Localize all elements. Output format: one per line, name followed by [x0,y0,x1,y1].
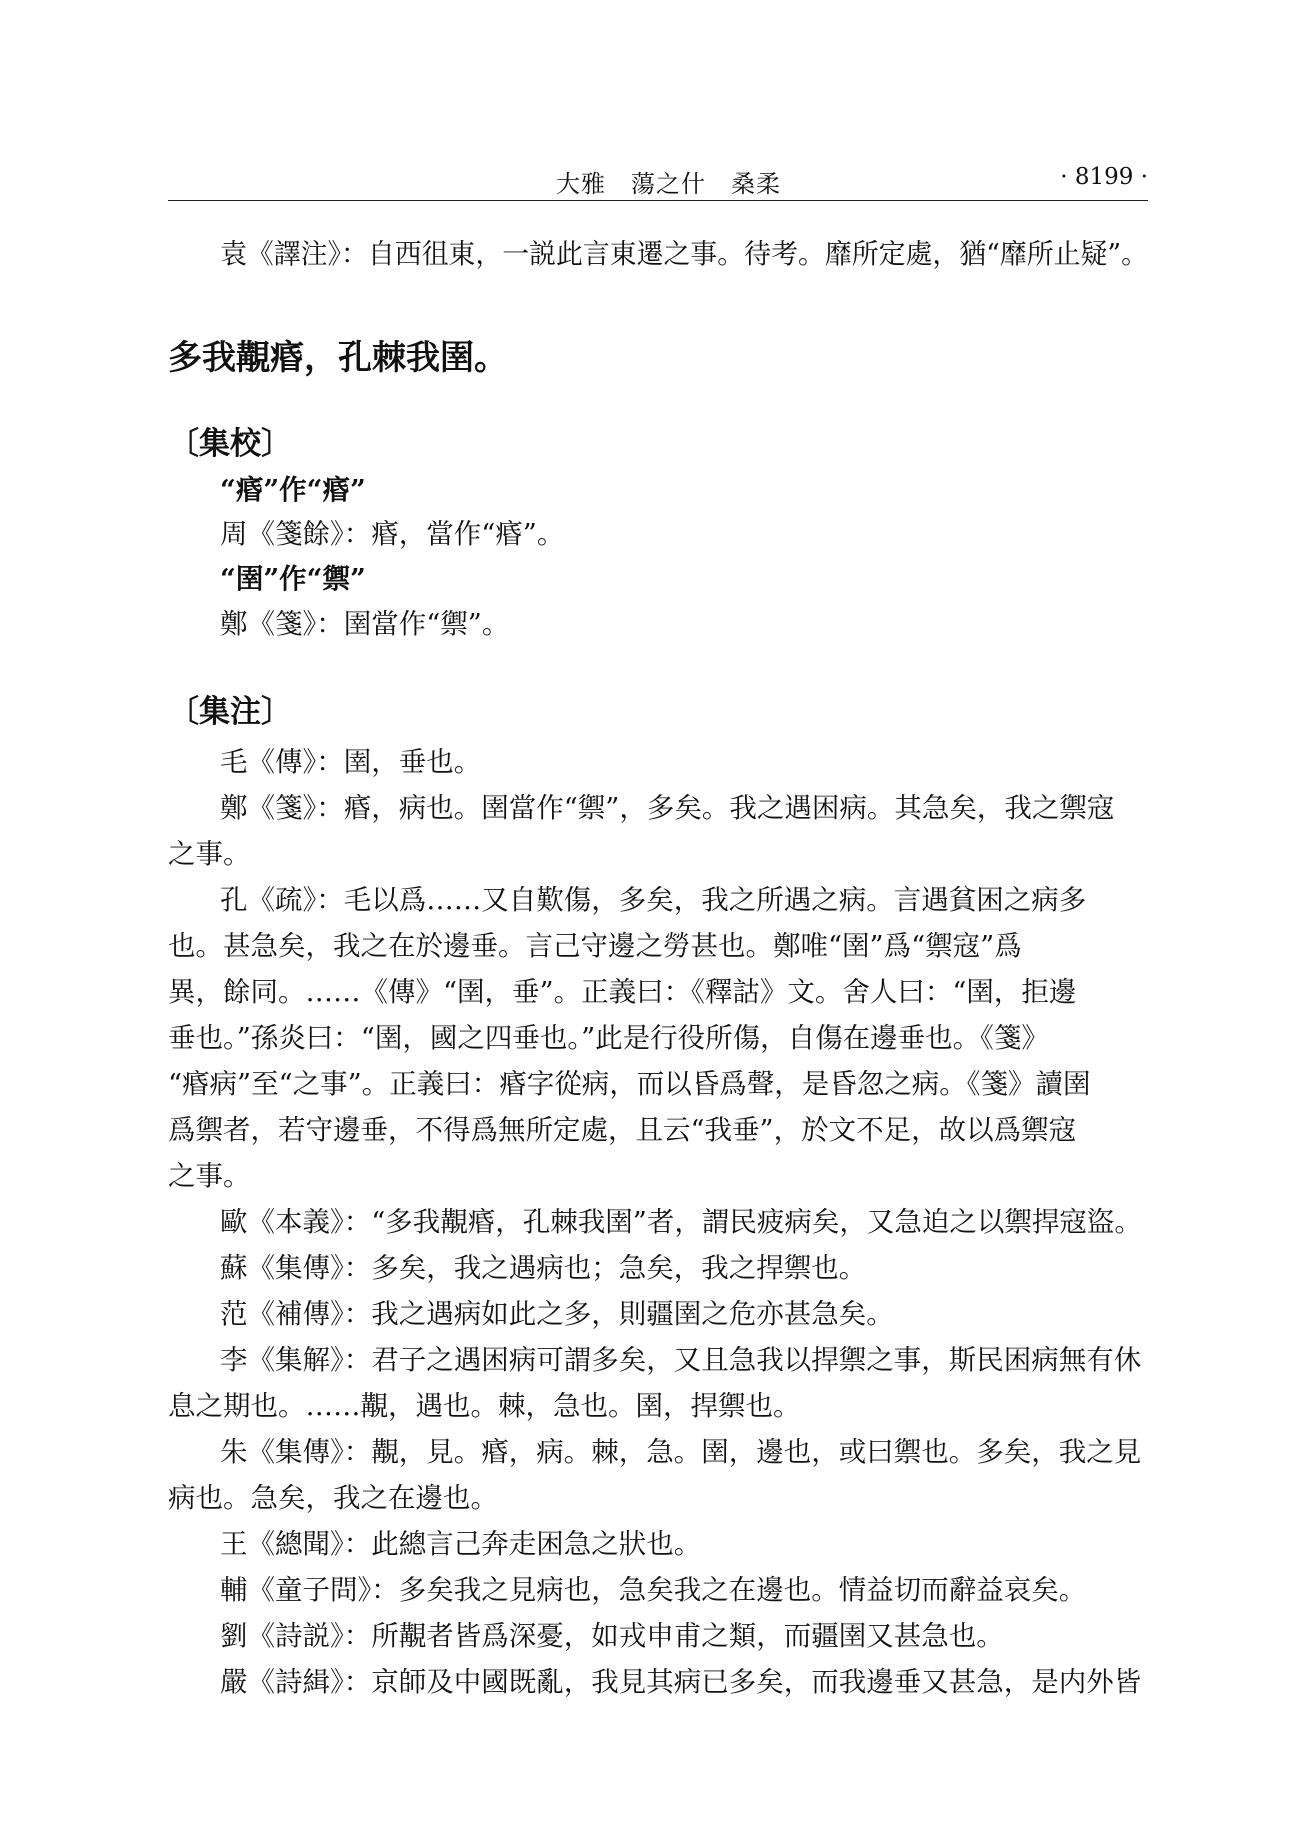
collation-subheading: “痻”作“痻” [220,474,366,506]
verse-line: 多我覯痻，孔棘我圉。 [168,338,508,378]
collation-subheading: “圉”作“禦” [220,563,366,595]
commentary-line: 輔《童子問》：多矣我之見病也，急矣我之在邊也。情益切而辭益哀矣。 [220,1574,1087,1606]
commentary-line: 之事。 [168,838,251,870]
commentary-line: 蘇《集傳》：多矣，我之遇病也；急矣，我之捍禦也。 [220,1252,867,1284]
header-rule [168,200,1148,201]
page-number: · 8199 · [1060,164,1148,190]
commentary-line: 之事。 [168,1160,251,1192]
commentary-line: 王《總聞》：此總言己奔走困急之狀也。 [220,1528,702,1560]
commentary-line: 也。甚急矣，我之在於邊垂。言己守邊之勞甚也。鄭唯“圉”爲“禦寇”爲 [168,930,1022,962]
commentary-line: 病也。急矣，我之在邊也。 [168,1482,498,1514]
commentary-line: 朱《集傳》：覯，見。痻，病。棘，急。圉，邊也，或曰禦也。多矣，我之見 [220,1436,1142,1468]
commentary-line: 爲禦者，若守邊垂，不得爲無所定處，且云“我垂”，於文不足，故以爲禦寇 [168,1114,1077,1146]
commentary-line: 孔《疏》：毛以爲……又自歎傷，多矣，我之所遇之病。言遇貧困之病多 [220,884,1087,916]
commentary-line: 異，餘同。……《傳》“圉，垂”。正義曰：《釋詁》文。舍人曰：“圉，拒邊 [168,976,1077,1008]
commentary-line: 毛《傳》：圉，垂也。 [220,746,482,778]
section-heading-jijiao: 〔集校〕 [168,426,292,462]
commentary-line: 劉《詩説》：所覯者皆爲深憂，如戎申甫之類，而疆圉又甚急也。 [220,1620,1004,1652]
commentary-line: “痻病”至“之事”。正義曰：痻字從病，而以昏爲聲，是昏忽之病。《箋》讀圉 [168,1068,1091,1100]
commentary-line: 息之期也。……覯，遇也。棘，急也。圉，捍禦也。 [168,1390,801,1422]
commentary-line: 歐《本義》：“多我覯痻，孔棘我圉”者，謂民疲病矣，又急迫之以禦捍寇盜。 [220,1206,1142,1238]
collation-line: 周《箋餘》：痻，當作“痻”。 [220,518,565,550]
collation-line: 鄭《箋》：圉當作“禦”。 [220,608,510,640]
commentary-line: 范《補傳》：我之遇病如此之多，則疆圉之危亦甚急矣。 [220,1298,894,1330]
intro-line: 袁《譯注》：自西徂東，一説此言東遷之事。待考。靡所定處，猶“靡所止疑”。 [220,238,1149,270]
header-title: 大雅 蕩之什 桑柔 [556,170,781,198]
commentary-line: 鄭《箋》：痻，病也。圉當作“禦”，多矣。我之遇困病。其急矣，我之禦寇 [220,792,1115,824]
section-heading-jizhu: 〔集注〕 [168,694,292,730]
commentary-line: 李《集解》：君子之遇困病可謂多矣，又且急我以捍禦之事，斯民困病無有休 [220,1344,1142,1376]
commentary-line: 嚴《詩緝》：京師及中國既亂，我見其病已多矣，而我邊垂又甚急，是内外皆 [220,1666,1142,1698]
running-header [168,158,1148,202]
commentary-line: 垂也。”孫炎曰：“圉，國之四垂也。”此是行役所傷，自傷在邊垂也。《箋》 [168,1022,1049,1054]
